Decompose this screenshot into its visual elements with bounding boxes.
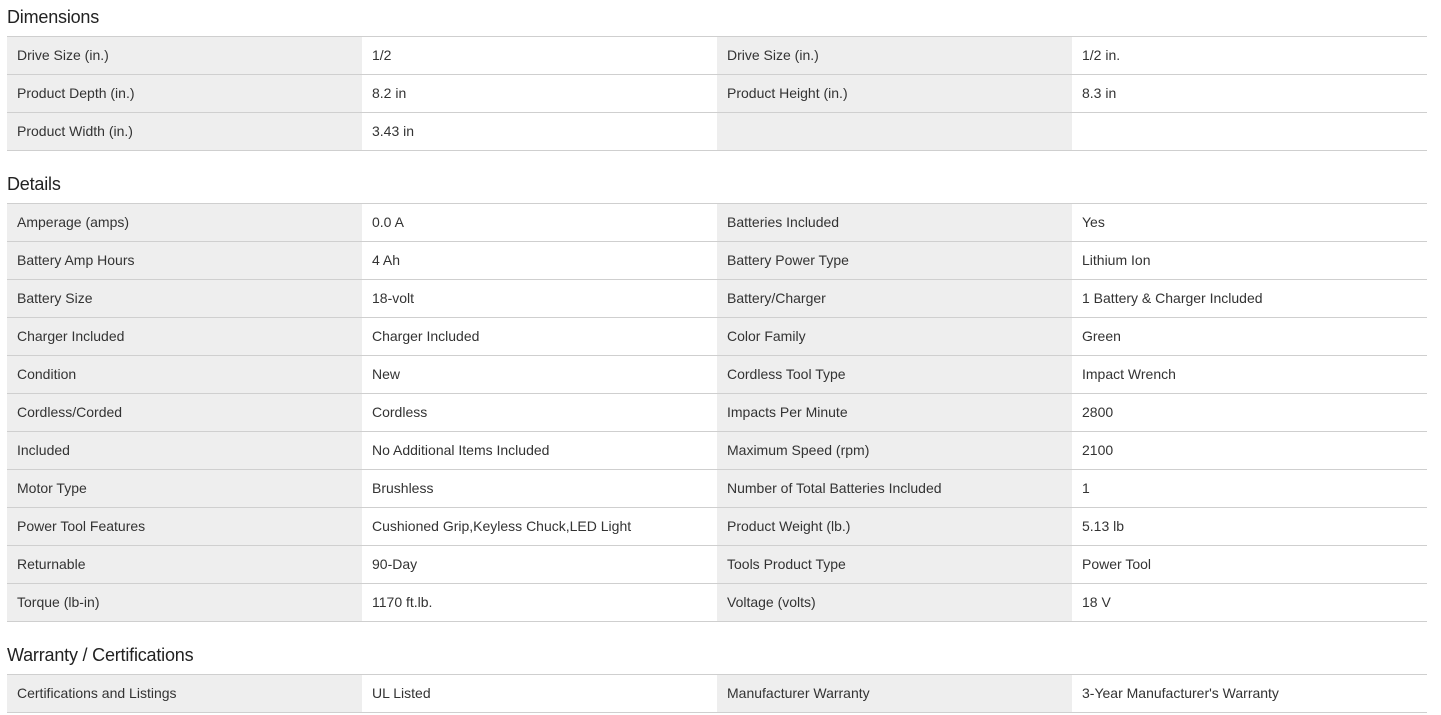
spec-label: Product Weight (lb.): [717, 508, 1072, 545]
spec-value: 1/2: [362, 37, 717, 74]
spec-label: Voltage (volts): [717, 584, 1072, 621]
spec-label: Returnable: [7, 546, 362, 583]
spec-label: Manufacturer Warranty: [717, 675, 1072, 712]
spec-table: [7, 37, 1427, 151]
section-dimensions: [7, 0, 1427, 151]
spec-value: Lithium Ion: [1072, 242, 1427, 279]
spec-label: Power Tool Features: [7, 508, 362, 545]
spec-value: Green: [1072, 318, 1427, 355]
spec-label: Battery Power Type: [717, 242, 1072, 279]
spec-label: Cordless Tool Type: [717, 356, 1072, 393]
spec-value: No Additional Items Included: [362, 432, 717, 469]
table-row: [7, 280, 1427, 318]
spec-label: Drive Size (in.): [717, 37, 1072, 74]
spec-value: Power Tool: [1072, 546, 1427, 583]
spec-value: 2100: [1072, 432, 1427, 469]
spec-value: 8.3 in: [1072, 75, 1427, 112]
spec-value: 1170 ft.lb.: [362, 584, 717, 621]
spec-label: Drive Size (in.): [7, 37, 362, 74]
spec-label: Included: [7, 432, 362, 469]
table-row: [7, 394, 1427, 432]
table-row: [7, 113, 1427, 151]
spec-value: 90-Day: [362, 546, 717, 583]
section-warranty-certifications: [7, 638, 1427, 713]
section-title: Details: [7, 167, 1427, 204]
table-row: [7, 356, 1427, 394]
spec-label: Certifications and Listings: [7, 675, 362, 712]
spec-value: 1/2 in.: [1072, 37, 1427, 74]
section-details: [7, 167, 1427, 622]
spec-label: Charger Included: [7, 318, 362, 355]
spec-label: Amperage (amps): [7, 204, 362, 241]
table-row: [7, 75, 1427, 113]
table-row: [7, 470, 1427, 508]
spec-value: 1 Battery & Charger Included: [1072, 280, 1427, 317]
spec-value-empty: [1072, 113, 1427, 150]
spec-label: Battery Size: [7, 280, 362, 317]
spec-label: Torque (lb-in): [7, 584, 362, 621]
table-row: [7, 584, 1427, 622]
spec-label: Color Family: [717, 318, 1072, 355]
spec-label: Battery Amp Hours: [7, 242, 362, 279]
spec-label: Cordless/Corded: [7, 394, 362, 431]
table-row: [7, 242, 1427, 280]
spec-label: Maximum Speed (rpm): [717, 432, 1072, 469]
spec-table: [7, 675, 1427, 713]
spec-value: Cushioned Grip,Keyless Chuck,LED Light: [362, 508, 717, 545]
spec-value: Yes: [1072, 204, 1427, 241]
spec-value: 1: [1072, 470, 1427, 507]
spec-table: [7, 204, 1427, 622]
spec-value: 4 Ah: [362, 242, 717, 279]
spec-value: 0.0 A: [362, 204, 717, 241]
table-row: [7, 675, 1427, 713]
spec-label: Product Width (in.): [7, 113, 362, 150]
spec-label: Number of Total Batteries Included: [717, 470, 1072, 507]
section-title: Warranty / Certifications: [7, 638, 1427, 675]
spec-value: Brushless: [362, 470, 717, 507]
spec-value: New: [362, 356, 717, 393]
spec-label: Batteries Included: [717, 204, 1072, 241]
table-row: [7, 546, 1427, 584]
spec-value: 3.43 in: [362, 113, 717, 150]
spec-label: Product Height (in.): [717, 75, 1072, 112]
spec-value: Impact Wrench: [1072, 356, 1427, 393]
spec-label-empty: [717, 113, 1072, 150]
spec-value: 18 V: [1072, 584, 1427, 621]
spec-value: 5.13 lb: [1072, 508, 1427, 545]
table-row: [7, 318, 1427, 356]
spec-label: Motor Type: [7, 470, 362, 507]
section-title: Dimensions: [7, 0, 1427, 37]
spec-value: 2800: [1072, 394, 1427, 431]
spec-label: Battery/Charger: [717, 280, 1072, 317]
spec-value: UL Listed: [362, 675, 717, 712]
table-row: [7, 432, 1427, 470]
spec-label: Tools Product Type: [717, 546, 1072, 583]
spec-value: 3-Year Manufacturer's Warranty: [1072, 675, 1427, 712]
spec-value: 8.2 in: [362, 75, 717, 112]
spec-label: Impacts Per Minute: [717, 394, 1072, 431]
spec-value: Cordless: [362, 394, 717, 431]
spec-value: Charger Included: [362, 318, 717, 355]
table-row: [7, 37, 1427, 75]
spec-value: 18-volt: [362, 280, 717, 317]
table-row: [7, 204, 1427, 242]
table-row: [7, 508, 1427, 546]
spec-label: Condition: [7, 356, 362, 393]
spec-label: Product Depth (in.): [7, 75, 362, 112]
